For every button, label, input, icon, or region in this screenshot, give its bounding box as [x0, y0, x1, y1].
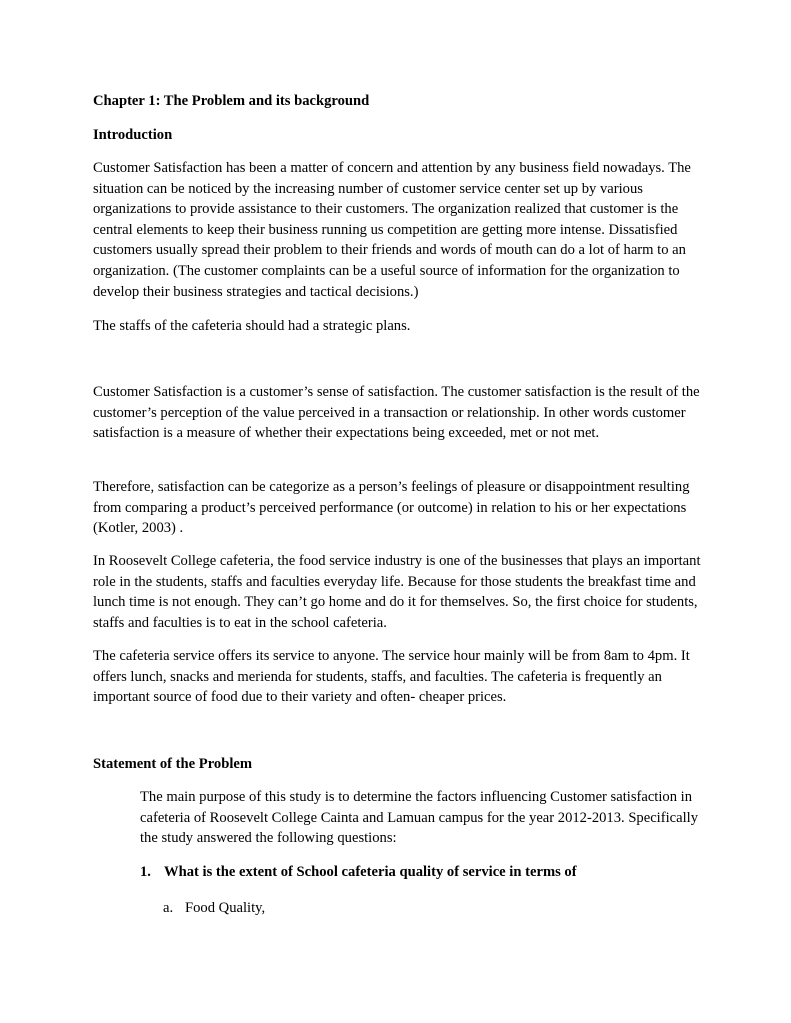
question-1: [140, 862, 700, 883]
sub-item-a: [163, 898, 683, 919]
intro-paragraph-3: Customer Satisfaction is a customer’s sense of satisfaction. The customer satisfaction is the result of the customer’s perception of the value perceived in a transaction or relationship. In other words customer satisfaction is a measure of whether their expectations being exceeded, met or not met.: [93, 384, 700, 442]
intro-paragraph-5: In Roosevelt College cafeteria, the food service industry is one of the businesses that plays an important role in the students, staffs and faculties everyday life. Because for those students the breakfast time and lunch time is not enough. They can’t go home and do it for themselves. So, the first choice for students, staffs and faculties is to eat in the school cafeteria.: [93, 553, 701, 631]
sub-item-a-text: Food Quality,: [185, 900, 266, 916]
statement-paragraph: The main purpose of this study is to determine the factors influencing Customer satisfaction in cafeteria of Roosevelt College Cainta and Lamuan campus for the year 2012-2013. Specifically the study answered the following questions:: [140, 789, 699, 847]
sub-item-a-letter: a.: [163, 900, 174, 916]
question-1-text: What is the extent of School cafeteria quality of service in terms of: [164, 864, 577, 880]
statement-heading: Statement of the Problem: [93, 756, 253, 772]
chapter-title: Chapter 1: The Problem and its background: [93, 93, 370, 109]
introduction-heading: Introduction: [93, 127, 173, 143]
intro-paragraph-6: The cafeteria service offers its service to anyone. The service hour mainly will be from 8am to 4pm. It offers lunch, snacks and merienda for students, staffs, and faculties. The cafeteria is frequently an important source of food due to their variety and often- cheaper prices.: [93, 648, 690, 706]
question-1-number: 1.: [140, 864, 151, 880]
intro-paragraph-4: Therefore, satisfaction can be categorize as a person’s feelings of pleasure or disappointment resulting from comparing a product’s perceived performance (or outcome) in relation to his or her expectations (Kotler, 2003) .: [93, 479, 690, 537]
intro-paragraph-1: Customer Satisfaction has been a matter of concern and attention by any business field nowadays. The situation can be noticed by the increasing number of customer service center set up by various organizations to provide assistance to their customers. The organization realized that customer is the central elements to keep their business running us competition are getting more intense. Dissatisfied customers usually spread their problem to their friends and words of mouth can do a lot of harm to an organization. (The customer complaints can be a useful source of information for the organization to develop their business strategies and tactical decisions.): [93, 160, 691, 300]
intro-paragraph-2: The staffs of the cafeteria should had a strategic plans.: [93, 318, 411, 334]
